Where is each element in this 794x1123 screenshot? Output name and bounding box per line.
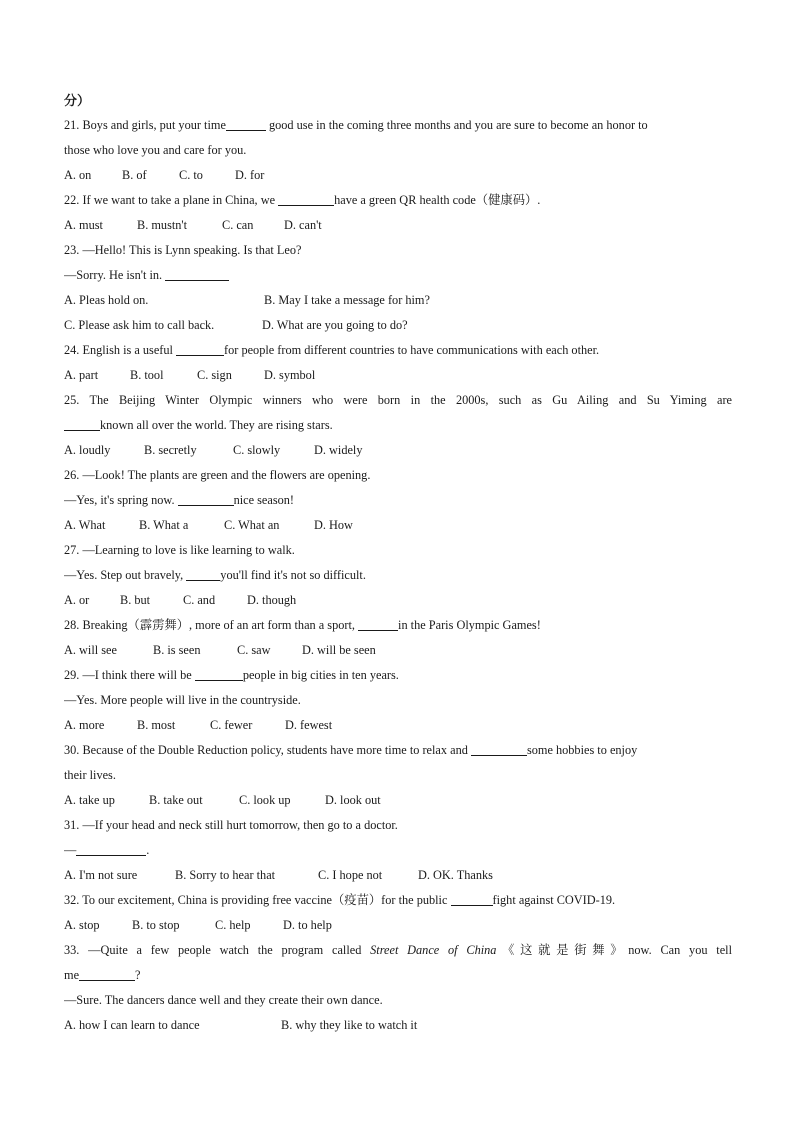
option-b: B. tool	[130, 368, 164, 382]
option-d: D. to help	[283, 918, 332, 932]
option-a: A. will see	[64, 643, 117, 657]
answer-blank	[165, 267, 229, 281]
option-b: B. Sorry to hear that	[175, 868, 276, 882]
option-b: B. why they like to watch it	[281, 1018, 418, 1032]
section-tail: 分）	[64, 93, 91, 108]
option-b: B. most	[137, 718, 176, 732]
question-24-stem: 24. English is a useful for people from different countries to have communications with each other.	[64, 343, 600, 357]
question-29-stem: 29. —I think there will be people in big cities in ten years.	[64, 668, 399, 682]
option-c: C. to	[179, 168, 203, 182]
option-d: D. widely	[314, 443, 363, 457]
question-33-stem: 33. —Quite a few people watch the program called Street Dance of China《这就是街舞》now. Can you tell	[64, 943, 732, 957]
option-d: D. for	[235, 168, 265, 182]
answer-blank	[358, 617, 398, 631]
question-25-stem: 25. The Beijing Winter Olympic winners who were born in the 2000s, such as Gu Ailing and Su Yiming are	[64, 393, 732, 407]
question-30-options	[64, 788, 732, 813]
option-d: D. though	[247, 593, 297, 607]
option-d: D. How	[314, 518, 353, 532]
option-c: C. sign	[197, 368, 232, 382]
question-33-options	[64, 1013, 732, 1038]
option-a: A. more	[64, 718, 105, 732]
question-23-options-row1	[64, 288, 732, 313]
question-28-options	[64, 638, 732, 663]
answer-blank	[64, 417, 100, 431]
option-b: B. mustn't	[137, 218, 188, 232]
answer-blank	[471, 742, 527, 756]
answer-blank	[79, 967, 135, 981]
option-b: B. of	[122, 168, 147, 182]
option-b: B. is seen	[153, 643, 201, 657]
answer-blank	[278, 192, 334, 206]
question-26-options	[64, 513, 732, 538]
answer-blank	[76, 842, 146, 856]
option-b: B. to stop	[132, 918, 180, 932]
option-c: C. look up	[239, 793, 291, 807]
question-29-reply: —Yes. More people will live in the countryside.	[64, 693, 301, 707]
question-22-stem: 22. If we want to take a plane in China, we have a green QR health code（健康码）.	[64, 193, 541, 207]
question-21-stem-cont: those who love you and care for you.	[64, 143, 247, 157]
option-b: B. secretly	[144, 443, 197, 457]
option-c: C. Please ask him to call back.	[64, 318, 215, 332]
option-d: D. will be seen	[302, 643, 376, 657]
option-d: D. What are you going to do?	[262, 318, 408, 332]
option-b: B. take out	[149, 793, 203, 807]
answer-blank	[451, 892, 493, 906]
question-23-reply: —Sorry. He isn't in.	[64, 263, 732, 288]
option-b: B. but	[120, 593, 151, 607]
question-32-stem: 32. To our excitement, China is providing free vaccine（疫苗）for the public fight against COVID-19.	[64, 893, 616, 907]
option-c: C. can	[222, 218, 254, 232]
question-22-options	[64, 213, 732, 238]
answer-blank	[186, 567, 220, 581]
question-33-reply: —Sure. The dancers dance well and they create their own dance.	[64, 993, 383, 1007]
question-28-stem: 28. Breaking（霹雳舞）, more of an art form than a sport, in the Paris Olympic Games!	[64, 618, 541, 632]
option-a: A. stop	[64, 918, 100, 932]
question-31-reply: — .	[64, 843, 150, 857]
option-d: D. OK. Thanks	[418, 868, 493, 882]
question-27-stem: 27. —Learning to love is like learning to walk.	[64, 543, 295, 557]
option-a: A. must	[64, 218, 103, 232]
option-c: C. saw	[237, 643, 271, 657]
option-d: D. can't	[284, 218, 322, 232]
question-26-reply: —Yes, it's spring now. nice season!	[64, 493, 295, 507]
question-33-stem-cont: me ?	[64, 968, 141, 982]
question-23-options-row2	[64, 313, 732, 338]
option-b: B. May I take a message for him?	[264, 293, 430, 307]
option-d: D. symbol	[264, 368, 316, 382]
option-b: B. What a	[139, 518, 189, 532]
question-32-options	[64, 913, 732, 938]
option-c: C. I hope not	[318, 868, 383, 882]
question-list	[64, 88, 732, 1038]
question-29-options	[64, 713, 732, 738]
answer-blank	[178, 492, 234, 506]
question-27-reply: —Yes. Step out bravely, you'll find it's not so difficult.	[64, 568, 366, 582]
option-d: D. look out	[325, 793, 381, 807]
option-c: C. and	[183, 593, 216, 607]
option-a: A. I'm not sure	[64, 868, 138, 882]
question-31-options	[64, 863, 732, 888]
question-26-stem: 26. —Look! The plants are green and the flowers are opening.	[64, 468, 371, 482]
option-a: A. loudly	[64, 443, 111, 457]
question-21-stem: 21. Boys and girls, put your time good use in the coming three months and you are sure to become an honor to	[64, 118, 648, 132]
option-c: C. fewer	[210, 718, 253, 732]
question-30-stem: 30. Because of the Double Reduction policy, students have more time to relax and some hobbies to enjoy	[64, 743, 638, 757]
question-30-stem-cont: their lives.	[64, 768, 116, 782]
option-a: A. take up	[64, 793, 115, 807]
option-d: D. fewest	[285, 718, 333, 732]
question-31-stem: 31. —If your head and neck still hurt tomorrow, then go to a doctor.	[64, 818, 398, 832]
option-a: A. on	[64, 168, 92, 182]
option-c: C. What an	[224, 518, 280, 532]
question-24-options	[64, 363, 732, 388]
question-25-stem-cont: known all over the world. They are rising stars.	[64, 413, 732, 438]
answer-blank	[195, 667, 243, 681]
question-23-stem: 23. —Hello! This is Lynn speaking. Is that Leo?	[64, 243, 302, 257]
option-a: A. how I can learn to dance	[64, 1018, 200, 1032]
option-a: A. part	[64, 368, 99, 382]
option-c: C. help	[215, 918, 251, 932]
answer-blank	[176, 342, 224, 356]
answer-blank	[226, 117, 266, 131]
question-27-options	[64, 588, 732, 613]
question-25-options	[64, 438, 732, 463]
option-a: A. or	[64, 593, 90, 607]
option-a: A. What	[64, 518, 106, 532]
option-a: A. Pleas hold on.	[64, 293, 149, 307]
question-21-options	[64, 163, 732, 188]
option-c: C. slowly	[233, 443, 281, 457]
